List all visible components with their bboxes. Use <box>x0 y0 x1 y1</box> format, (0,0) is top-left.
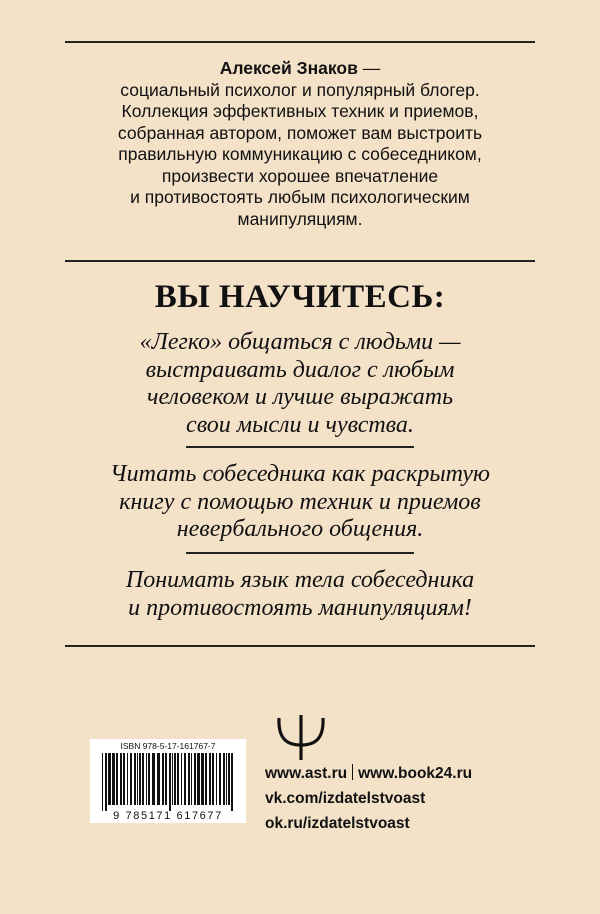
point-1-line: выстраивать диалог с любым <box>145 356 455 383</box>
point-1 <box>40 329 560 439</box>
barcode-digits: 9 785171 617677 <box>113 810 223 822</box>
barcode-bar <box>191 753 192 805</box>
barcode-bars <box>100 753 236 811</box>
barcode-bar <box>181 753 182 805</box>
page-heading: ВЫ НАУЧИТЕСЬ: <box>154 279 446 315</box>
barcode-bar <box>116 753 118 805</box>
publisher-links <box>265 761 472 836</box>
barcode-bar <box>226 753 227 805</box>
author-line-3: собранная автором, поможет вам выстроить <box>117 122 483 143</box>
point-3-line: и противостоять манипуляциям! <box>128 594 472 621</box>
barcode-bar <box>209 753 211 805</box>
barcode-bar <box>177 753 179 805</box>
barcode-bar <box>201 753 204 805</box>
top-rule <box>65 41 535 43</box>
point-3-line: Понимать язык тела собеседника <box>125 567 475 593</box>
author-line-4: правильную коммуникацию с собеседником, <box>118 144 482 164</box>
barcode-bar <box>105 753 107 811</box>
barcode-bar <box>219 753 221 805</box>
barcode-bar <box>162 753 164 805</box>
barcode-bar <box>127 753 128 805</box>
barcode-bar <box>216 753 217 805</box>
point-2-line: Читать собеседника как раскрытую <box>110 461 490 487</box>
bottom-rule <box>65 645 535 647</box>
barcode-bar <box>134 753 136 805</box>
psi-icon <box>276 712 326 762</box>
isbn-label: ISBN 978-5-17-161767-7 <box>120 741 216 751</box>
barcode-bar <box>194 753 196 805</box>
author-name: Алексей Знаков <box>219 58 358 78</box>
barcode-bar <box>197 753 200 805</box>
barcode-bar <box>142 753 144 805</box>
barcode-bar <box>157 753 160 805</box>
barcode-bar <box>184 753 186 805</box>
point-2-line: невербального общения. <box>176 516 424 542</box>
barcode-bar <box>108 753 111 805</box>
point-1-line: свои мысли и чувства. <box>186 411 414 438</box>
barcode-bar <box>123 753 125 805</box>
barcode-bar <box>231 753 233 811</box>
link-separator <box>352 764 353 780</box>
author-line-1: социальный психолог и популярный блогер. <box>120 79 480 100</box>
link-book24[interactable]: www.book24.ru <box>358 765 473 782</box>
barcode-bar <box>188 753 190 805</box>
barcode-bar <box>174 753 176 805</box>
point-1-line: «Легко» общаться с людьми — <box>139 329 461 355</box>
barcode <box>90 739 246 823</box>
barcode-bar <box>152 753 155 805</box>
barcode-bar <box>102 753 103 811</box>
point-2-line: книгу с помощью техник и приемов <box>119 488 481 515</box>
author-line-6: и противостоять любым психологическим <box>130 187 470 207</box>
link-ok[interactable]: ok.ru/izdatelstvoast <box>265 815 410 832</box>
barcode-bar <box>169 753 171 811</box>
barcode-bar <box>112 753 115 805</box>
author-line-7: манипуляциям. <box>237 208 363 229</box>
point-divider-2 <box>186 552 414 554</box>
barcode-bar <box>223 753 225 805</box>
barcode-bar <box>148 753 150 805</box>
links-row-1 <box>265 761 472 786</box>
point-2 <box>40 461 560 544</box>
barcode-bar <box>137 753 138 805</box>
point-divider-1 <box>186 446 414 448</box>
point-1-line: человеком и лучше выражать <box>147 384 453 410</box>
barcode-bar <box>120 753 122 805</box>
barcode-bar <box>165 753 167 805</box>
link-ast[interactable]: www.ast.ru <box>265 765 348 782</box>
author-line-0 <box>60 58 540 80</box>
author-line-5: произвести хорошее впечатление <box>161 165 439 186</box>
point-3 <box>40 567 560 622</box>
author-dash: — <box>357 58 381 78</box>
barcode-bar <box>212 753 214 805</box>
author-block <box>60 58 540 230</box>
barcode-bar <box>146 753 147 805</box>
middle-rule <box>65 260 535 262</box>
barcode-bar <box>205 753 207 805</box>
link-vk[interactable]: vk.com/izdatelstvoast <box>265 790 426 807</box>
author-line-2: Коллекция эффективных техник и приемов, <box>121 101 479 121</box>
barcode-bar <box>228 753 230 805</box>
barcode-bar <box>139 753 141 805</box>
barcode-bar <box>172 753 173 805</box>
barcode-bar <box>130 753 132 805</box>
